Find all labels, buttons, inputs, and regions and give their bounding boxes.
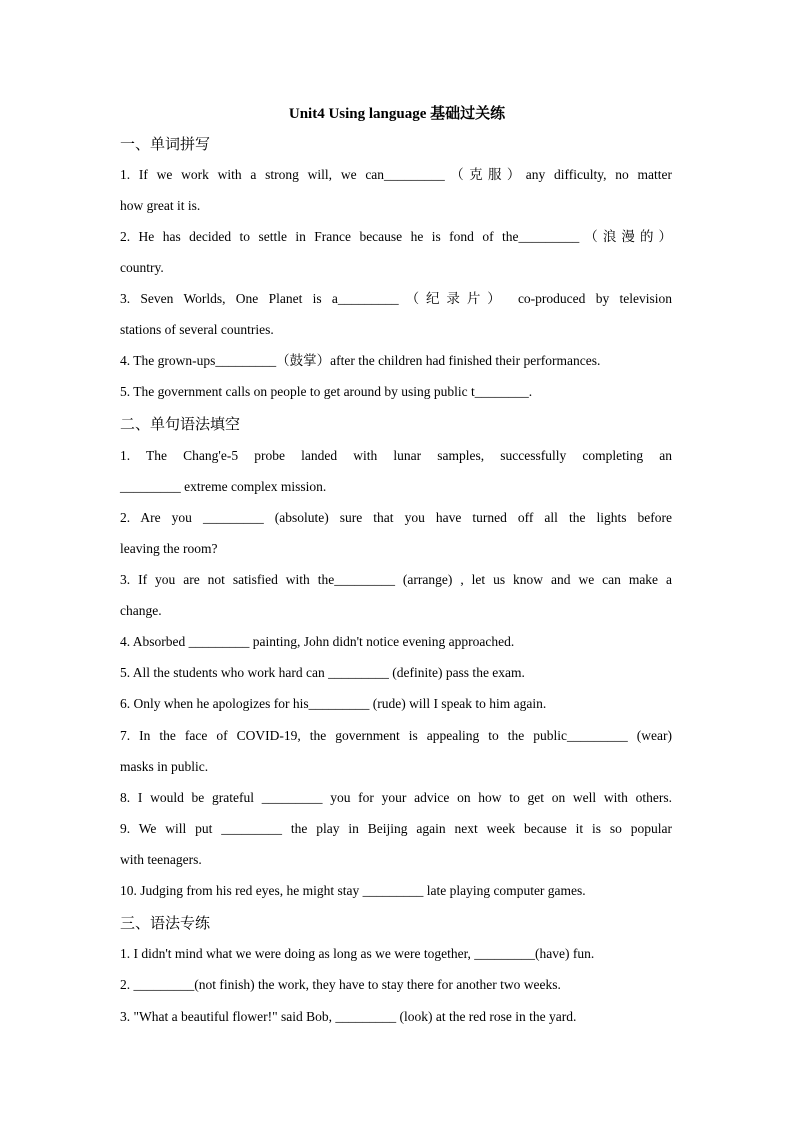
question-line: country. — [120, 260, 164, 275]
question-line: 4. Absorbed _________ painting, John didn't notice evening approached. — [120, 634, 515, 649]
question-line: stations of several countries. — [120, 322, 274, 337]
question-line: 1. The Chang'e-5 probe landed with lunar samples, successfully completing an — [120, 448, 672, 463]
question-line: 1. If we work with a strong will, we can_________（克服）any difficulty, no matter — [120, 167, 672, 182]
question-line: 2. He has decided to settle in France because he is fond of the_________（浪漫的） — [120, 229, 672, 244]
question-line: 5. The government calls on people to get around by using public t________. — [120, 384, 533, 399]
page-title: Unit4 Using language 基础过关练 — [288, 106, 506, 122]
question-line: 2. _________(not finish) the work, they have to stay there for another two weeks. — [120, 977, 561, 992]
question-line: 4. The grown-ups_________（鼓掌）after the children had finished their performances. — [120, 353, 601, 368]
question-line: 10. Judging from his red eyes, he might stay _________ late playing computer games. — [120, 883, 586, 898]
question-line: how great it is. — [120, 198, 201, 213]
section-heading-grammar-practice: 三、语法专练 — [120, 914, 211, 932]
question-line: 8. I would be grateful _________ you for your advice on how to get on well with others. — [120, 790, 672, 805]
question-line: change. — [120, 603, 162, 618]
question-line: masks in public. — [120, 759, 209, 774]
question-line: 5. All the students who work hard can _________ (definite) pass the exam. — [120, 665, 525, 680]
section-heading-spelling: 一、单词拼写 — [120, 135, 211, 153]
question-line: 1. I didn't mind what we were doing as long as we were together, _________(have) fun. — [120, 946, 595, 961]
question-line: 2. Are you _________ (absolute) sure that you have turned off all the lights before — [120, 510, 672, 525]
question-line: 3. If you are not satisfied with the_________ (arrange) , let us know and we can make a — [120, 572, 672, 587]
question-line: _________ extreme complex mission. — [120, 479, 327, 494]
question-line: leaving the room? — [120, 541, 218, 556]
question-line: 6. Only when he apologizes for his_________ (rude) will I speak to him again. — [120, 696, 547, 711]
question-line: with teenagers. — [120, 852, 202, 867]
question-line: 3. Seven Worlds, One Planet is a_________（纪录片） co-produced by television — [120, 291, 672, 306]
section-heading-grammar-fill: 二、单句语法填空 — [120, 415, 241, 433]
question-line: 3. "What a beautiful flower!" said Bob, _________ (look) at the red rose in the yard. — [120, 1009, 577, 1024]
question-line: 9. We will put _________ the play in Beijing again next week because it is so popular — [120, 821, 672, 836]
question-line: 7. In the face of COVID-19, the government is appealing to the public_________ (wear) — [120, 728, 672, 743]
